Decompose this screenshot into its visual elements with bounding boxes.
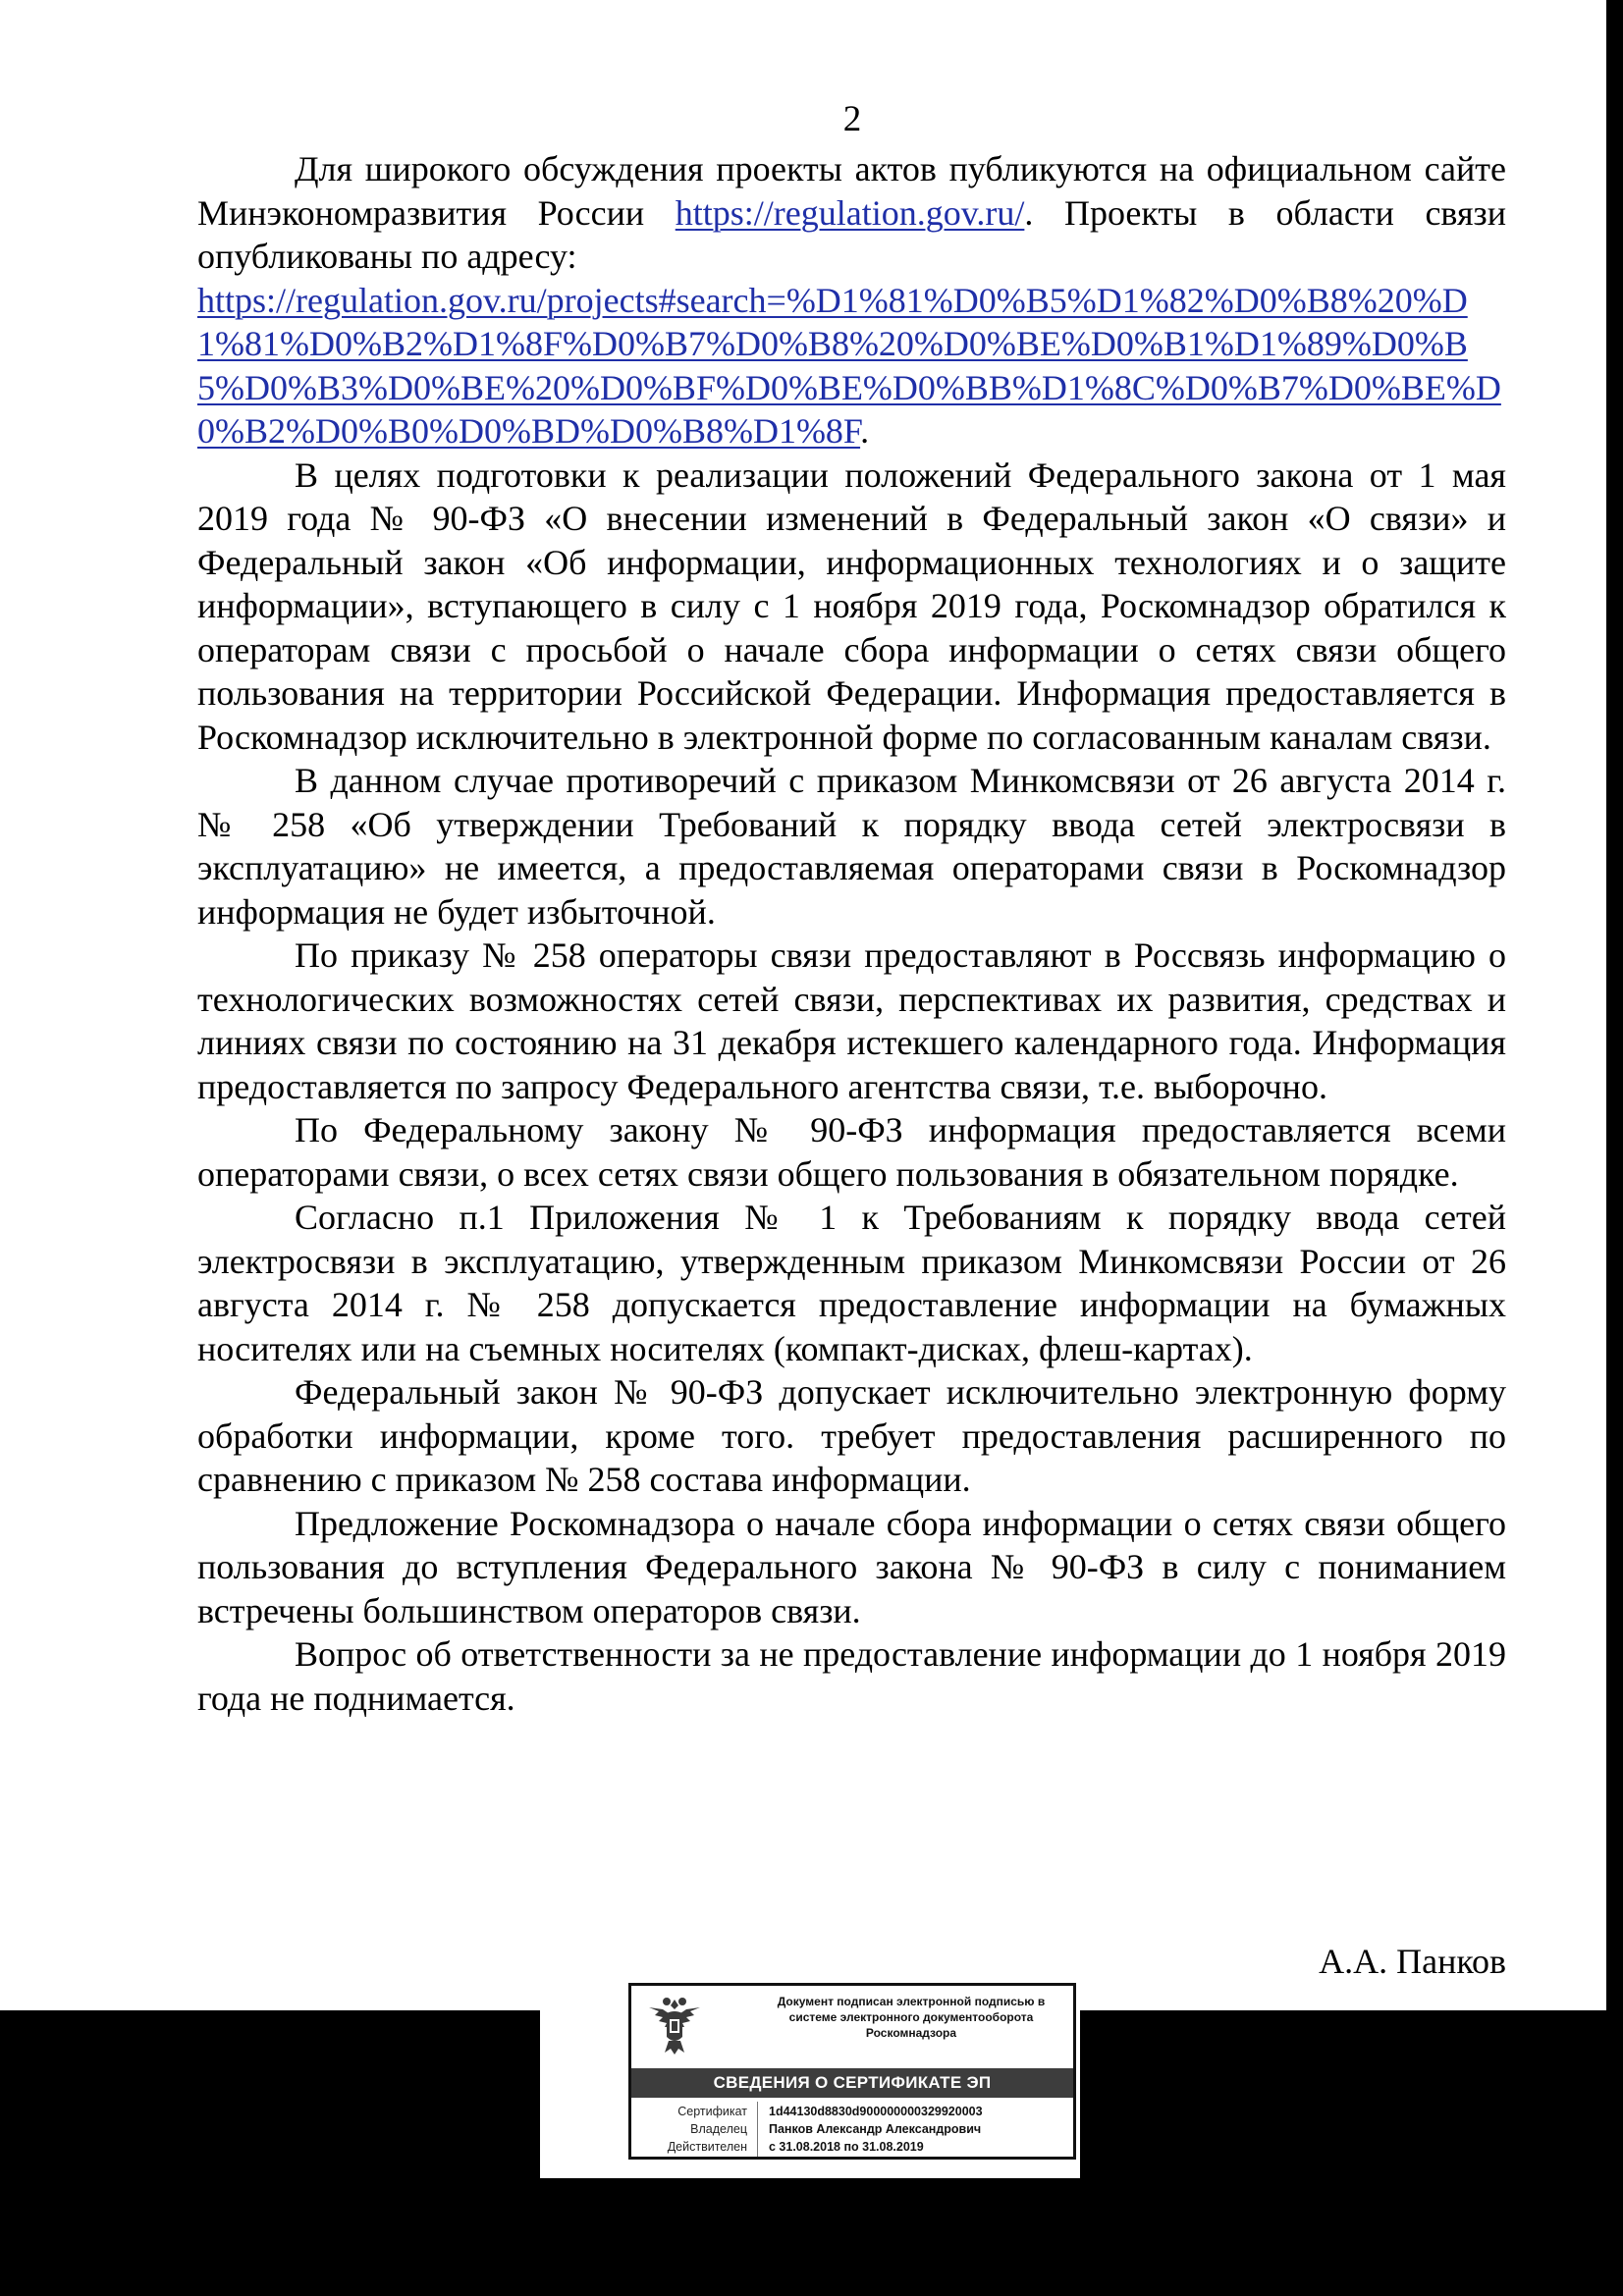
owner-value: Панков Александр Александрович <box>769 2122 982 2136</box>
certificate-label: Сертификат <box>677 2105 747 2118</box>
paragraph-text: Для широкого обсуждения проекты актов публикуются на официальном сайте Минэкономразвития России <box>197 149 1506 233</box>
stamp-heading: Документ подписан электронной подписью в системе электронного документооборота Роскомнадзора <box>777 1995 1046 2040</box>
certificate-value: 1d44130d8830d900000000329920003 <box>769 2105 983 2118</box>
russian-eagle-emblem-icon <box>645 1992 704 2058</box>
owner-row <box>631 2120 1073 2138</box>
paragraph-proposal: Предложение Роскомнадзора о начале сбора информации о сетях связи общего пользования до вступления Федерального закона № 90-ФЗ в силу с пониманием встречены большинством операторов связи. <box>197 1503 1506 1630</box>
validity-value: с 31.08.2018 по 31.08.2019 <box>769 2140 924 2154</box>
paragraph-appendix: Согласно п.1 Приложения № 1 к Требованиям к порядку ввода сетей электросвязи в эксплуатацию, утвержденным приказом Минкомсвязи России от 26 августа 2014 г. № 258 допускается предоставление информации на бумажных носителях или на съемных носителях (компакт-дисках, флеш-картах). <box>197 1198 1506 1368</box>
validity-row <box>631 2138 1073 2156</box>
paragraph-text: . Проекты в области связи опубликованы по адресу: <box>197 192 1506 276</box>
paragraph-preparation: В целях подготовки к реализации положений Федерального закона от 1 мая 2019 года № 90-ФЗ «О внесении изменений в Федеральный закон «О связи» и Федеральный закон «Об информации, информационных технологиях и о защите информации», вступающего в силу с 1 ноября 2019 года, Роскомнадзор обратился к операторам связи с просьбой о начале сбора информации о сетях связи общего пользования на территории Российской Федерации. Информация предоставляется в Роскомнадзор исключительно в электронной форме по согласованным каналам связи. <box>197 454 1506 757</box>
projects-search-link[interactable]: https://regulation.gov.ru/projects#search=%D1%81%D0%B5%D1%82%D0%B8%20%D1%81%D0%B2%D1%8F%D0%B7%D0%B8%20%D0%BE%D0%B1%D1%89%D0%B5%D0%B3%D0%BE%20%D0%BF%D0%BE%D0%BB%D1%8C%D0%B7%D0%BE%D0%B2%D0%B0%D0%BD%D0%B8%D1%8F <box>197 280 1501 451</box>
certificate-info-bar: СВЕДЕНИЯ О СЕРТИФИКАТЕ ЭП <box>631 2068 1073 2098</box>
page-number: 2 <box>842 99 862 139</box>
paragraph-law-90: По Федеральному закону № 90-ФЗ информация предоставляется всеми операторами связи, о всех сетях связи общего пользования в обязательном порядке. <box>197 1110 1506 1194</box>
certificate-row <box>631 2103 1073 2120</box>
paragraph-projects-link <box>197 279 1506 454</box>
signatory-name: А.А. Панков <box>1319 1942 1506 1981</box>
document-body <box>197 147 1506 1720</box>
regulation-site-link[interactable]: https://regulation.gov.ru/ <box>675 192 1025 233</box>
stamp-header <box>631 1986 1073 2064</box>
electronic-signature-stamp <box>628 1983 1076 2160</box>
paragraph-responsibility: Вопрос об ответственности за не предоставление информации до 1 ноября 2019 года не поднимается. <box>197 1634 1506 1718</box>
paragraph-no-contradiction: В данном случае противоречий с приказом Минкомсвязи от 26 августа 2014 г. № 258 «Об утверждении Требований к порядку ввода сетей электросвязи в эксплуатацию» не имеется, а предоставляемая операторами связи в Роскомнадзор информация не будет избыточной. <box>197 761 1506 932</box>
paragraph-order-258: По приказу № 258 операторы связи предоставляют в Россвязь информацию о технологических возможностях сетей связи, перспективах их развития, средствах и линиях связи по состоянию на 31 декабря истекшего календарного года. Информация предоставляется по запросу Федерального агентства связи, т.е. выборочно. <box>197 935 1506 1106</box>
owner-label: Владелец <box>690 2122 747 2136</box>
validity-label: Действителен <box>667 2140 747 2154</box>
paragraph-publication <box>197 147 1506 279</box>
paragraph-electronic-form: Федеральный закон № 90-ФЗ допускает исключительно электронную форму обработки информации, кроме того. требует предоставления расширенного по сравнению с приказом № 258 состава информации. <box>197 1372 1506 1499</box>
link-period: . <box>860 411 870 451</box>
